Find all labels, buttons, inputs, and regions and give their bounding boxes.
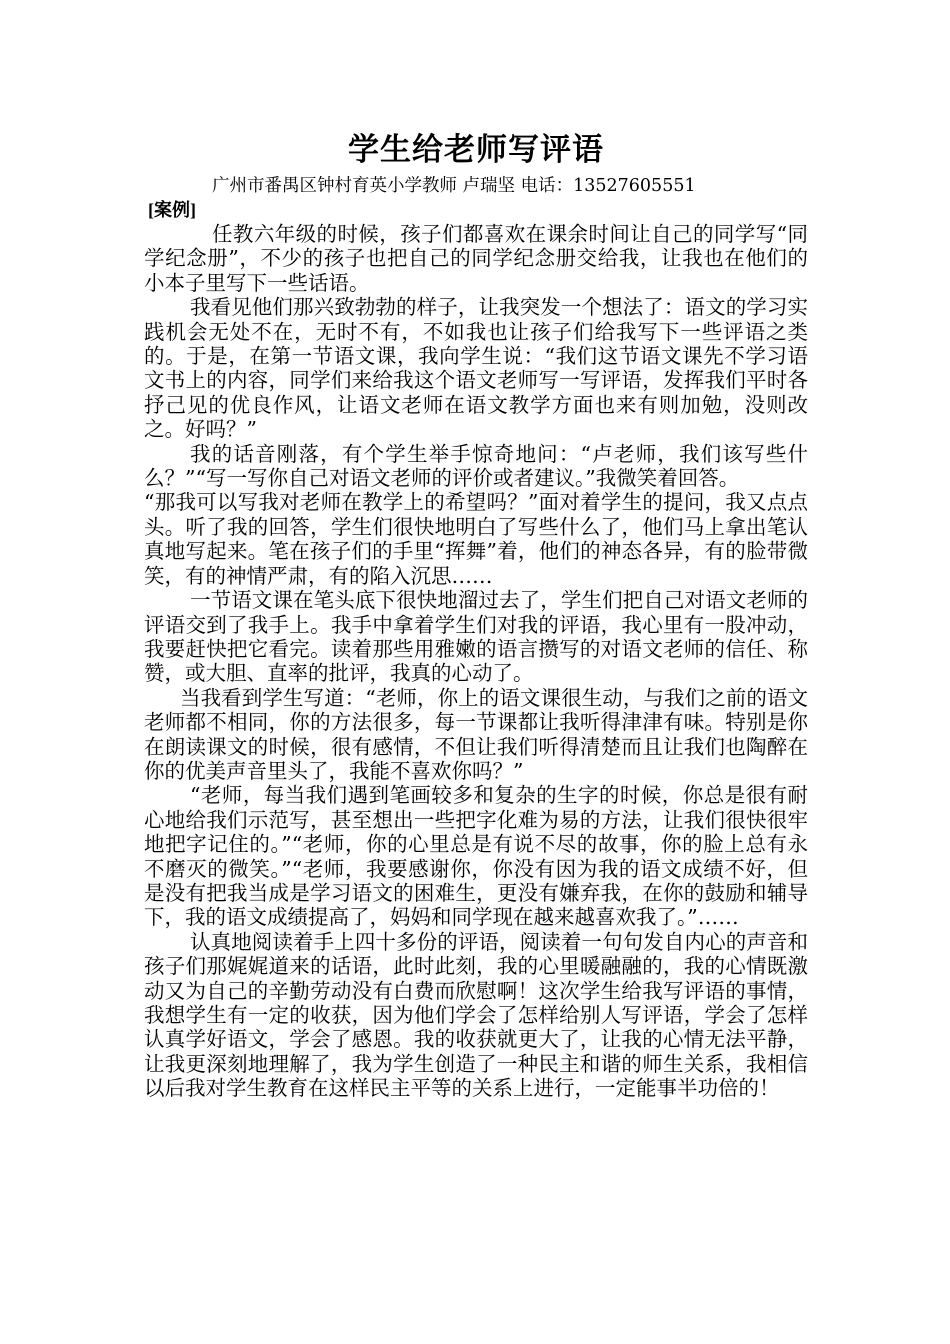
body-paragraph-7: “老师，每当我们遇到笔画较多和复杂的生字的时候，你总是很有耐心地给我们示范写，甚至想出一些把字化难为易的方法，让我们很快很牢地把字记住的。”“老师，你的心里总是有说不尽的故事，你的脸上总有永不磨灭的微笑。”“老师，我要感谢你，你没有因为我的语文成绩不好，但是没有把我当成是学习语文的困难生，更没有嫌弃我，在你的鼓励和辅导下，我的语文成绩提高了，妈妈和同学现在越来越喜欢我了。”…… <box>144 783 808 930</box>
body-paragraph-1: 任教六年级的时候，孩子们都喜欢在课余时间让自己的同学写“同学纪念册”，不少的孩子也把自己的同学纪念册交给我，让我也在他们的小本子里写下一些话语。 <box>144 222 808 295</box>
document-page <box>144 126 808 1101</box>
document-title: 学生给老师写评语 <box>348 132 604 168</box>
body-paragraph-3: 我的话音刚落，有个学生举手惊奇地问：“卢老师，我们该写些什么？”“写一写你自己对语文老师的评价或者建议。”我微笑着回答。 <box>144 441 808 491</box>
body-paragraph-2: 我看见他们那兴致勃勃的样子，让我突发一个想法了：语文的学习实践机会无处不在，无时不有，不如我也让孩子们给我写下一些评语之类的。于是，在第一节语文课，我向学生说：“我们这节语文课先不学习语文书上的内容，同学们来给我这个语文老师写一写评语，发挥我们平时各抒己见的优良作风，让语文老师在语文教学方面也来有则加勉，没则改之。好吗？” <box>144 295 808 442</box>
body-paragraph-5: 一节语文课在笔头底下很快地溜过去了，学生们把自己对语文老师的评语交到了我手上。我手中拿着学生们对我的评语，我心里有一股冲动，我要赶快把它看完。读着那些用雅嫩的语言攒写的对语文老师的信任、称赞，或大胆、直率的批评，我真的心动了。 <box>144 588 808 686</box>
author-byline: 广州市番禺区钟村育英小学教师 卢瑞坚 电话：13527605551 <box>212 176 696 196</box>
body-paragraph-6: 当我看到学生写道：“老师，你上的语文课很生动，与我们之前的语文老师都不相同，你的方法很多，每一节课都让我听得津津有味。特别是你在朗读课文的时候，很有感情，不但让我们听得清楚而且让我们也陶醉在你的优美声音里头了，我能不喜欢你吗？” <box>144 685 808 783</box>
case-label: [案例] <box>148 200 196 220</box>
body-paragraph-8: 认真地阅读着手上四十多份的评语，阅读着一句句发自内心的声音和孩子们那娓娓道来的话语，此时此刻，我的心里暖融融的，我的心情既激动又为自己的辛勤劳动没有白费而欣慰啊！这次学生给我写评语的事情，我想学生有一定的收获，因为他们学会了怎样给别人写评语，学会了怎样认真学好语文，学会了感恩。我的收获就更大了，让我的心情无法平静，让我更深刻地理解了，我为学生创造了一种民主和谐的师生关系，我相信以后我对学生教育在这样民主平等的关系上进行，一定能事半功倍的！ <box>144 929 808 1101</box>
body-paragraph-4: “那我可以写我对老师在教学上的希望吗？”面对着学生的提问，我又点点头。听了我的回答，学生们很快地明白了写些什么了，他们马上拿出笔认真地写起来。笔在孩子们的手里“挥舞”着，他们的神态各异，有的脸带微笑，有的神情严肃，有的陷入沉思…… <box>144 490 808 588</box>
